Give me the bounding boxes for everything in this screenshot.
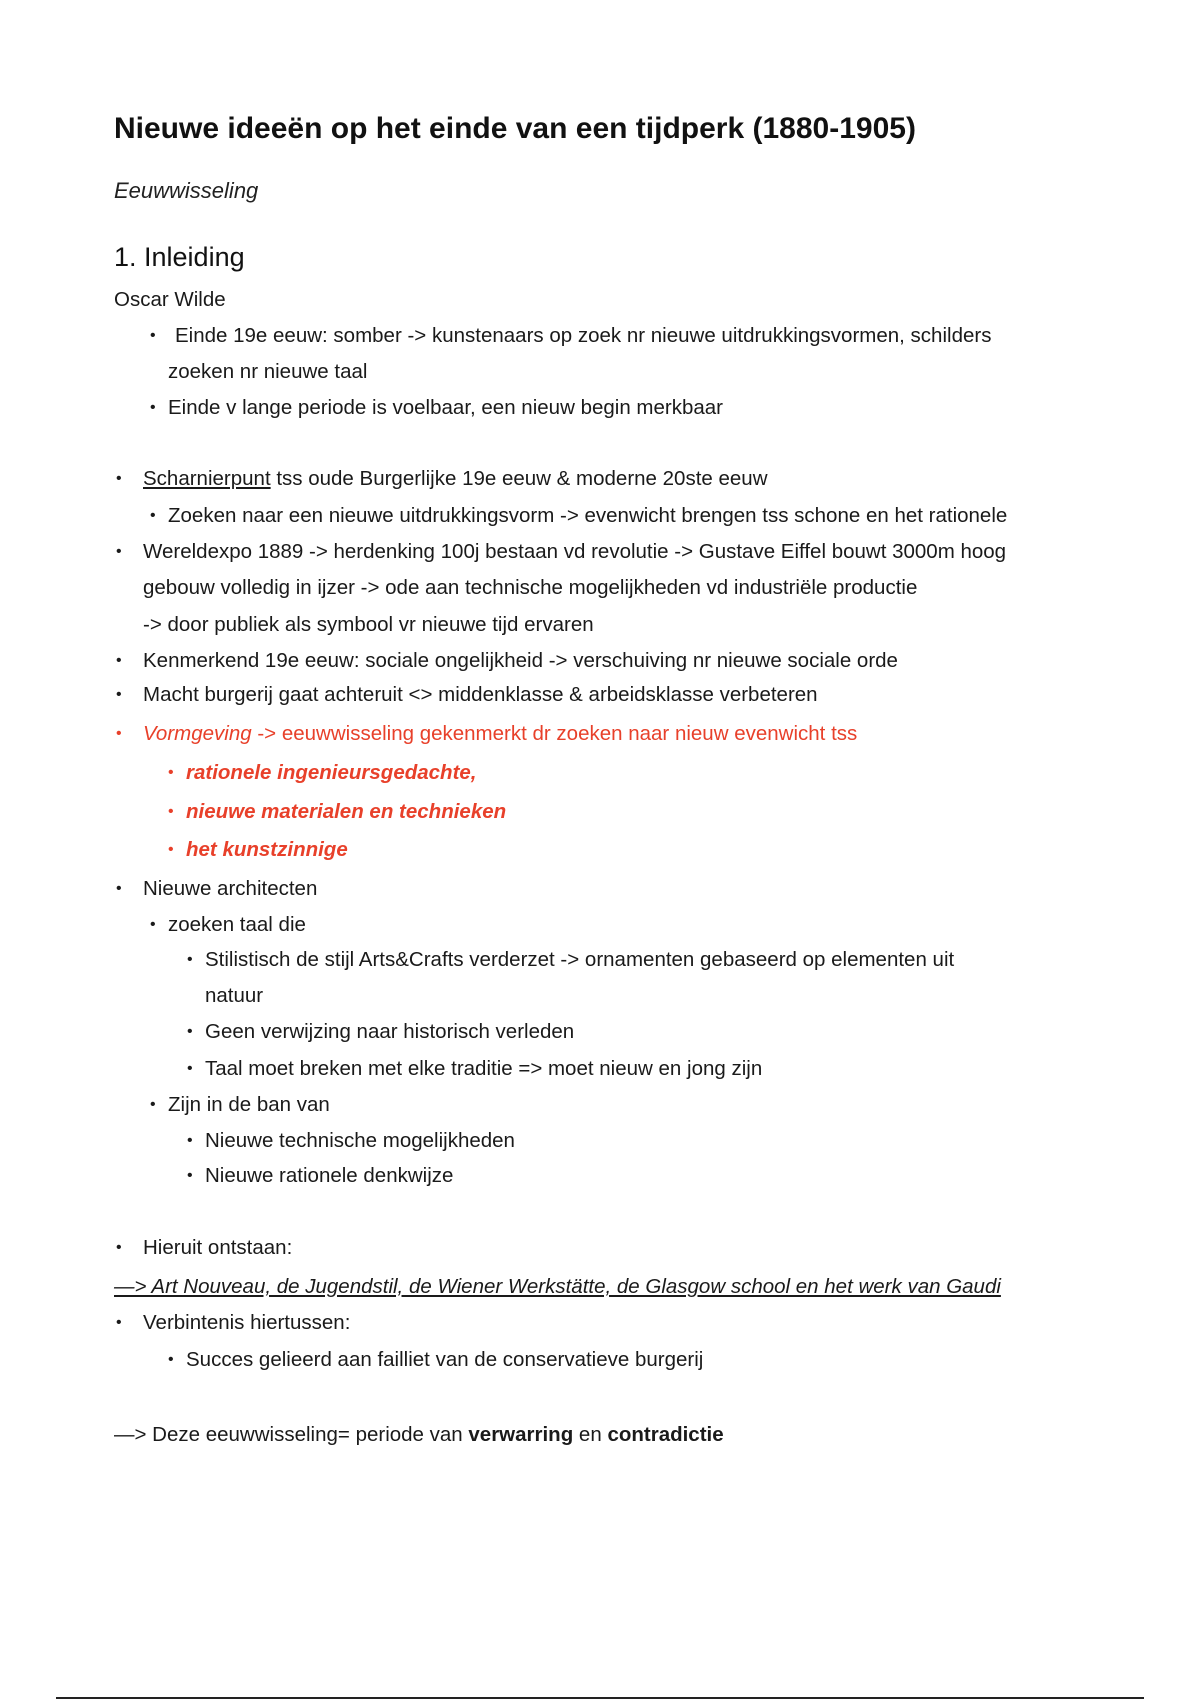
underlined-term: Scharnierpunt	[143, 467, 271, 490]
list-item-text: zoeken taal die	[168, 913, 306, 936]
bullet-dot: •	[168, 764, 174, 781]
list-item-text: Zijn in de ban van	[168, 1093, 330, 1116]
list-item-text: Nieuwe technische mogelijkheden	[205, 1129, 515, 1152]
conclusion-line	[114, 1422, 724, 1448]
movements-list: —> Art Nouveau, de Jugendstil, de Wiener Werkstätte, de Glasgow school en het werk van Gaudi	[114, 1275, 1001, 1298]
highlighted-sub-item: rationele ingenieursgedachte,	[186, 761, 477, 784]
list-item-text: Verbintenis hiertussen:	[143, 1311, 351, 1334]
highlighted-list-item	[143, 721, 857, 747]
bullet-dot: •	[150, 507, 156, 524]
bullet-dot: •	[116, 880, 122, 897]
bullet-dot: •	[116, 1239, 122, 1256]
bullet-dot: •	[150, 916, 156, 933]
list-item-text: Zoeken naar een nieuwe uitdrukkingsvorm -> evenwicht brengen tss schone en het rationele	[168, 504, 1008, 527]
bullet-dot: •	[187, 1060, 193, 1077]
bullet-dot: •	[187, 951, 193, 968]
author-name: Oscar Wilde	[114, 288, 226, 311]
bullet-dot: •	[116, 652, 122, 669]
list-item-text-continued: -> door publiek als symbool vr nieuwe tijd ervaren	[143, 613, 594, 636]
bullet-dot: •	[168, 1351, 174, 1368]
conclusion-prefix: —> Deze eeuwwisseling= periode van	[114, 1423, 469, 1446]
list-item-text	[143, 466, 768, 492]
bullet-dot: •	[116, 686, 122, 703]
list-item-text: Macht burgerij gaat achteruit <> middenklasse & arbeidsklasse verbeteren	[143, 683, 818, 706]
list-item-text: Hieruit ontstaan:	[143, 1236, 293, 1259]
list-item-text: Einde v lange periode is voelbaar, een nieuw begin merkbaar	[168, 396, 724, 419]
italic-term: Vormgeving	[143, 722, 252, 745]
bullet-dot: •	[187, 1167, 193, 1184]
document-subtitle: Eeuwwisseling	[114, 178, 259, 203]
bullet-dot: •	[187, 1132, 193, 1149]
bullet-dot: •	[150, 399, 156, 416]
bullet-dot: •	[168, 841, 174, 858]
list-item-text: Nieuwe rationele denkwijze	[205, 1164, 454, 1187]
list-item-text: Nieuwe architecten	[143, 877, 318, 900]
list-item-text: Succes gelieerd aan failliet van de conservatieve burgerij	[186, 1348, 704, 1371]
list-item-text: Kenmerkend 19e eeuw: sociale ongelijkheid -> verschuiving nr nieuwe sociale orde	[143, 649, 898, 672]
bullet-dot: •	[150, 1096, 156, 1113]
list-item-rest: -> eeuwwisseling gekenmerkt dr zoeken naar nieuw evenwicht tss	[251, 722, 858, 745]
list-item-text: Wereldexpo 1889 -> herdenking 100j bestaan vd revolutie -> Gustave Eiffel bouwt 3000m hoog	[143, 540, 1007, 563]
bullet-dot: •	[116, 543, 122, 560]
list-item-text-continued: natuur	[205, 984, 264, 1007]
list-item-text: Taal moet breken met elke traditie => moet nieuw en jong zijn	[205, 1057, 763, 1080]
bullet-dot: •	[168, 803, 174, 820]
list-item-text: Geen verwijzing naar historisch verleden	[205, 1020, 575, 1043]
bullet-dot: •	[150, 327, 156, 344]
highlighted-sub-item: het kunstzinnige	[186, 838, 348, 861]
list-item-rest: tss oude Burgerlijke 19e eeuw & moderne 20ste eeuw	[270, 467, 768, 490]
conclusion-mid: en	[573, 1423, 608, 1446]
highlighted-sub-item: nieuwe materialen en technieken	[186, 800, 507, 823]
bullet-dot: •	[116, 725, 122, 742]
list-item-text: Stilistisch de stijl Arts&Crafts verderzet -> ornamenten gebaseerd op elementen uit	[205, 948, 955, 971]
list-item-text: Einde 19e eeuw: somber -> kunstenaars op zoek nr nieuwe uitdrukkingsvormen, schilders	[175, 324, 992, 347]
document-title: Nieuwe ideeën op het einde van een tijdperk (1880-1905)	[114, 112, 916, 145]
list-item-text-continued: gebouw volledig in ijzer -> ode aan technische mogelijkheden vd industriële productie	[143, 576, 918, 599]
section-heading: 1. Inleiding	[114, 242, 245, 272]
bullet-dot: •	[187, 1023, 193, 1040]
list-item-text-continued: zoeken nr nieuwe taal	[168, 360, 368, 383]
bold-term: verwarring	[468, 1423, 574, 1446]
bold-term: contradictie	[607, 1423, 724, 1446]
bullet-dot: •	[116, 1314, 122, 1331]
bullet-dot: •	[116, 470, 122, 487]
page-bottom-rule	[56, 1697, 1144, 1699]
